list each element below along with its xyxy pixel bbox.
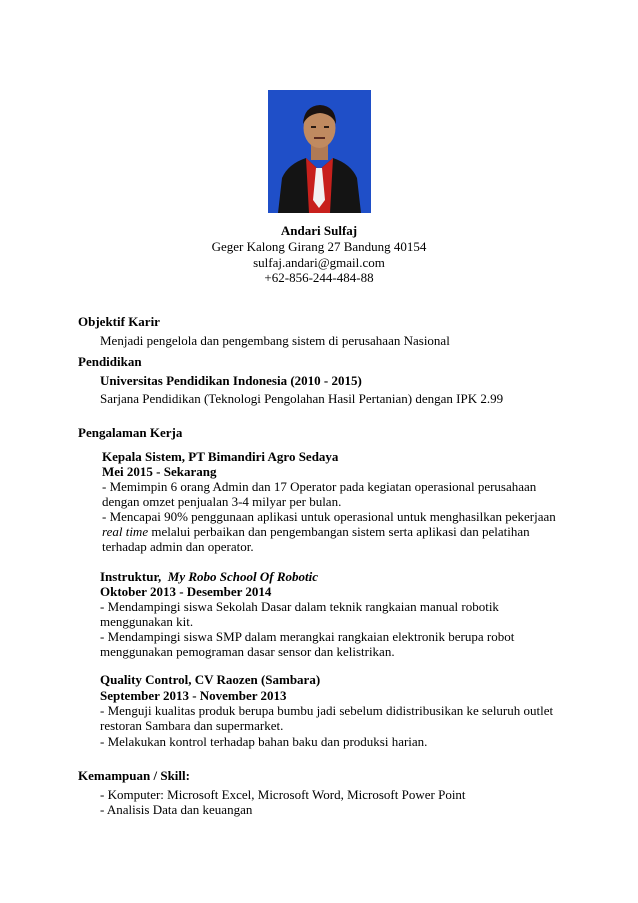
education-degree: Sarjana Pendidikan (Teknologi Pengolahan Hasil Pertanian) dengan IPK 2.99: [100, 391, 504, 406]
skill-item-analysis: - Analisis Data dan keuangan: [100, 802, 253, 817]
job2-line2: menggunakan kit.: [100, 614, 194, 629]
job1-title: Kepala Sistem, PT Bimandiri Agro Sedaya: [102, 449, 339, 464]
job1-line2: dengan omzet penjualan 3-4 milyar per bulan.: [102, 494, 342, 509]
education-school: Universitas Pendidikan Indonesia (2010 - 2015): [100, 373, 362, 388]
job1-line4: [102, 524, 530, 539]
job1-realtime-italic: real time: [102, 524, 149, 539]
objective-heading: Objektif Karir: [78, 314, 160, 329]
job3-title: Quality Control, CV Raozen (Sambara): [100, 672, 321, 687]
job2-title: [100, 569, 318, 584]
skill-item-computer: - Komputer: Microsoft Excel, Microsoft Word, Microsoft Power Point: [100, 787, 466, 802]
profile-photo: [268, 90, 371, 213]
education-heading: Pendidikan: [78, 354, 142, 369]
job1-line3: - Mencapai 90% penggunaan aplikasi untuk operasional untuk menghasilkan pekerjaan: [102, 509, 556, 524]
address: Geger Kalong Girang 27 Bandung 40154: [211, 239, 427, 254]
job2-role: Instruktur,: [100, 569, 162, 584]
job1-period: Mei 2015 - Sekarang: [102, 464, 217, 479]
job1-line5: terhadap admin dan operator.: [102, 539, 254, 554]
job3-line3: - Melakukan kontrol terhadap bahan baku dan produksi harian.: [100, 734, 428, 749]
candidate-name: Andari Sulfaj: [280, 223, 358, 238]
job2-line3: - Mendampingi siswa SMP dalam merangkai rangkaian elektronik berupa robot: [100, 629, 515, 644]
job2-period: Oktober 2013 - Desember 2014: [100, 584, 272, 599]
phone: +62-856-244-484-88: [264, 270, 374, 285]
experience-heading: Pengalaman Kerja: [78, 425, 183, 440]
job3-period: September 2013 - November 2013: [100, 688, 287, 703]
job1-line1: - Memimpin 6 orang Admin dan 17 Operator pada kegiatan operasional perusahaan: [102, 479, 537, 494]
email[interactable]: sulfaj.andari@gmail.com: [253, 255, 385, 270]
job3-line1: - Menguji kualitas produk berupa bumbu jadi sebelum didistribusikan ke seluruh outlet: [100, 703, 554, 718]
job3-line2: restoran Sambara dan supermarket.: [100, 718, 284, 733]
skills-heading: Kemampuan / Skill:: [78, 768, 190, 783]
job1-line4-rest: melalui perbaikan dan pengembangan sistem serta aplikasi dan pelatihan: [148, 524, 530, 539]
job2-line1: - Mendampingi siswa Sekolah Dasar dalam teknik rangkaian manual robotik: [100, 599, 499, 614]
person-photo-illustration: [268, 90, 371, 213]
job2-line4: menggunakan pemograman dasar sensor dan kelistrikan.: [100, 644, 395, 659]
objective-text: Menjadi pengelola dan pengembang sistem di perusahaan Nasional: [100, 333, 450, 348]
job2-company: My Robo School Of Robotic: [167, 569, 319, 584]
